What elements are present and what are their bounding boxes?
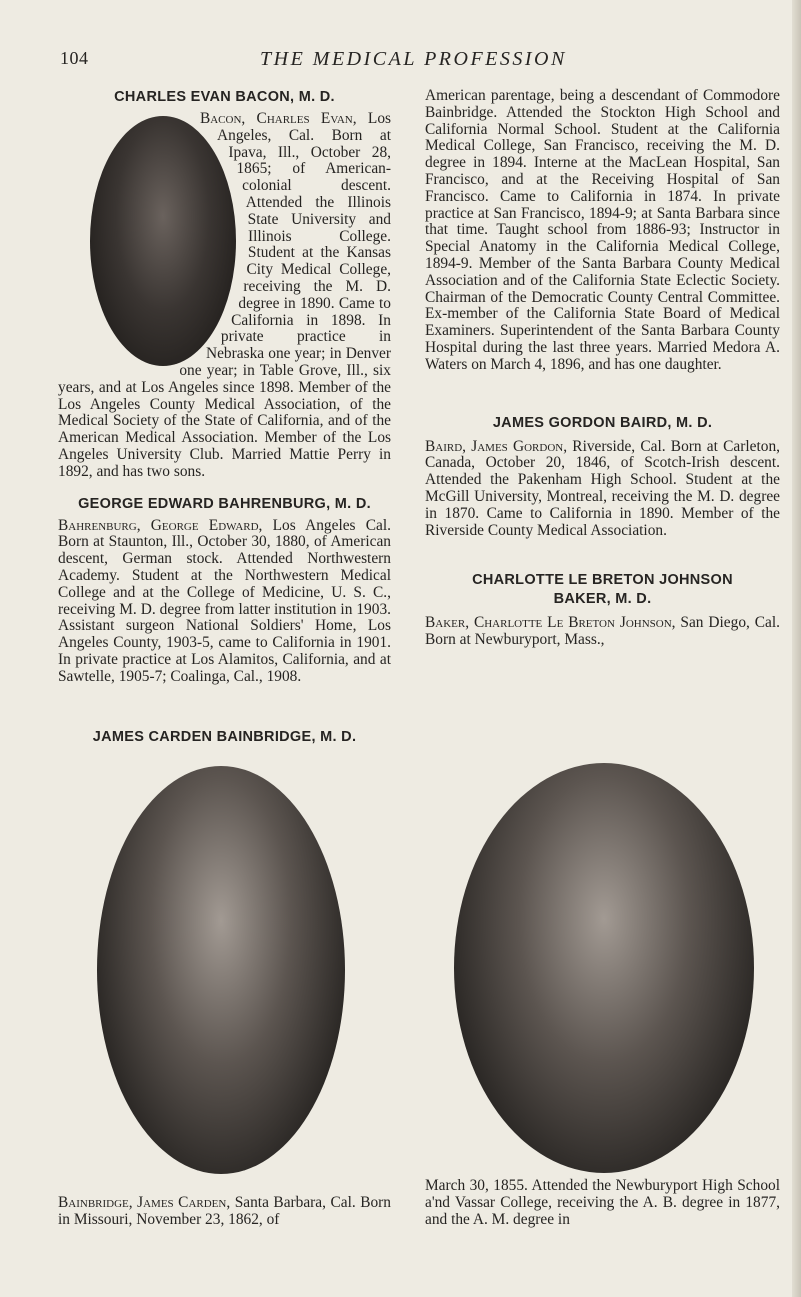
baker-name: Baker, Charlotte Le Breton Johnson, — [425, 614, 676, 632]
baker-text: San Diego, Cal. Born at Newburyport, Mass., — [425, 614, 780, 649]
running-head-title: THE MEDICAL PROFESSION — [260, 48, 567, 70]
bahrenburg-name: Bahrenburg, George Edward, — [58, 516, 263, 534]
right-column — [425, 88, 780, 649]
page-edge-shadow — [792, 0, 801, 1297]
baker-portrait-photo — [454, 763, 754, 1173]
baird-heading: JAMES GORDON BAIRD, M. D. — [492, 414, 713, 431]
baker-continued: March 30, 1855. Attended the Newburyport High School a'nd Vassar College, receiving the A. B. degree in 1877, and the A. M. degree in — [425, 1177, 780, 1228]
bainbridge-name: Bainbridge, James Carden, — [58, 1194, 231, 1211]
bacon-portrait-photo — [90, 116, 236, 366]
baird-name: Baird, James Gordon, — [425, 437, 568, 455]
baker-heading-line1: CHARLOTTE LE BRETON JOHNSON — [472, 572, 733, 589]
baker-heading — [425, 571, 780, 609]
bainbridge-entry — [58, 1195, 391, 1229]
baker-entry — [425, 615, 780, 649]
page-number: 104 — [60, 48, 89, 68]
running-head — [0, 48, 801, 78]
bainbridge-portrait-photo — [97, 766, 345, 1174]
baird-text: Riverside, Cal. Born at Carleton, Canada, October 20, 1846, of Scotch-Irish descent. Attended the Pakenham High School. Student at the McGill University, Montreal, receiving the M. D. degree in 1870. Came to California in 1890. Member of the Riverside County Medical Association. — [425, 437, 780, 539]
bainbridge-text: Santa Barbara, Cal. Born in Missouri, November 23, 1862, of — [58, 1194, 392, 1228]
baker-heading-line2: BAKER, M. D. — [553, 591, 652, 608]
bainbridge-heading: JAMES CARDEN BAINBRIDGE, M. D. — [92, 729, 357, 745]
bainbridge-continued: American parentage, being a descendant of Commodore Bainbridge. Attended the Stockton High School and California Normal School. Student at the California Medical College, San Francisco, receiving the M. D. degree in 1894. Interne at the MacLean Hospital, San Francisco, and at the Receiving Hospital of San Francisco. Came to California in 1874. In private practice at San Francisco, 1894-9; at Santa Barbara since that time. Taught school from 1886-93; Instructor in Special Anatomy in the California Medical College, 1894-9. Member of the Santa Barbara County Medical Association and of the California State Eclectic Society. Chairman of the Democratic County Central Committee. Ex-member of the California State Board of Medical Examiners. Superintendent of the Santa Barbara County Hospital during the last three years. Married Medora A. Waters on March 4, 1896, and has one daughter. — [425, 87, 780, 373]
bacon-entry — [58, 111, 391, 481]
left-column — [58, 88, 391, 686]
bacon-name: Bacon, Charles Evan, — [199, 110, 357, 127]
baird-entry — [425, 439, 780, 540]
bacon-heading: CHARLES EVAN BACON, M. D. — [114, 89, 335, 105]
bahrenburg-entry — [58, 518, 391, 686]
bahrenburg-text: Los Angeles Cal. Born at Staunton, Ill., October 30, 1880, of American descent, German stock. Attended Northwestern Academy. Student at the Northwestern Medical College and at the College of Medicine, U. S. C., receiving M. D. degree from latter institution in 1903. Assistant surgeon National Soldiers' Home, Los Angeles County, 1903-5, came to California in 1901. In private practice at Los Alamitos, California, and at Sawtelle, 1905-7; Coalinga, Cal., 1908. — [58, 516, 392, 685]
bahrenburg-heading: GEORGE EDWARD BAHRENBURG, M. D. — [78, 495, 371, 512]
bacon-text: Los Angeles, Cal. Born at Ipava, Ill., October 28, 1865; of American-colonial descent. Attended the Illinois State University and Illinois College. Student at the Kansas City Medical College, receiving the M. D. degree in 1890. Came to California in 1898. In private practice in Nebraska one year; in Denver one year; in Table Grove, Ill., six years, and at Los Angeles since 1898. Member of the Los Angeles County Medical Association, of the Medical Society of the State of California, and of the American Medical Association. Member of the Los Angeles University Club. Married Mattie Perry in 1892, and has two sons. — [58, 110, 392, 480]
